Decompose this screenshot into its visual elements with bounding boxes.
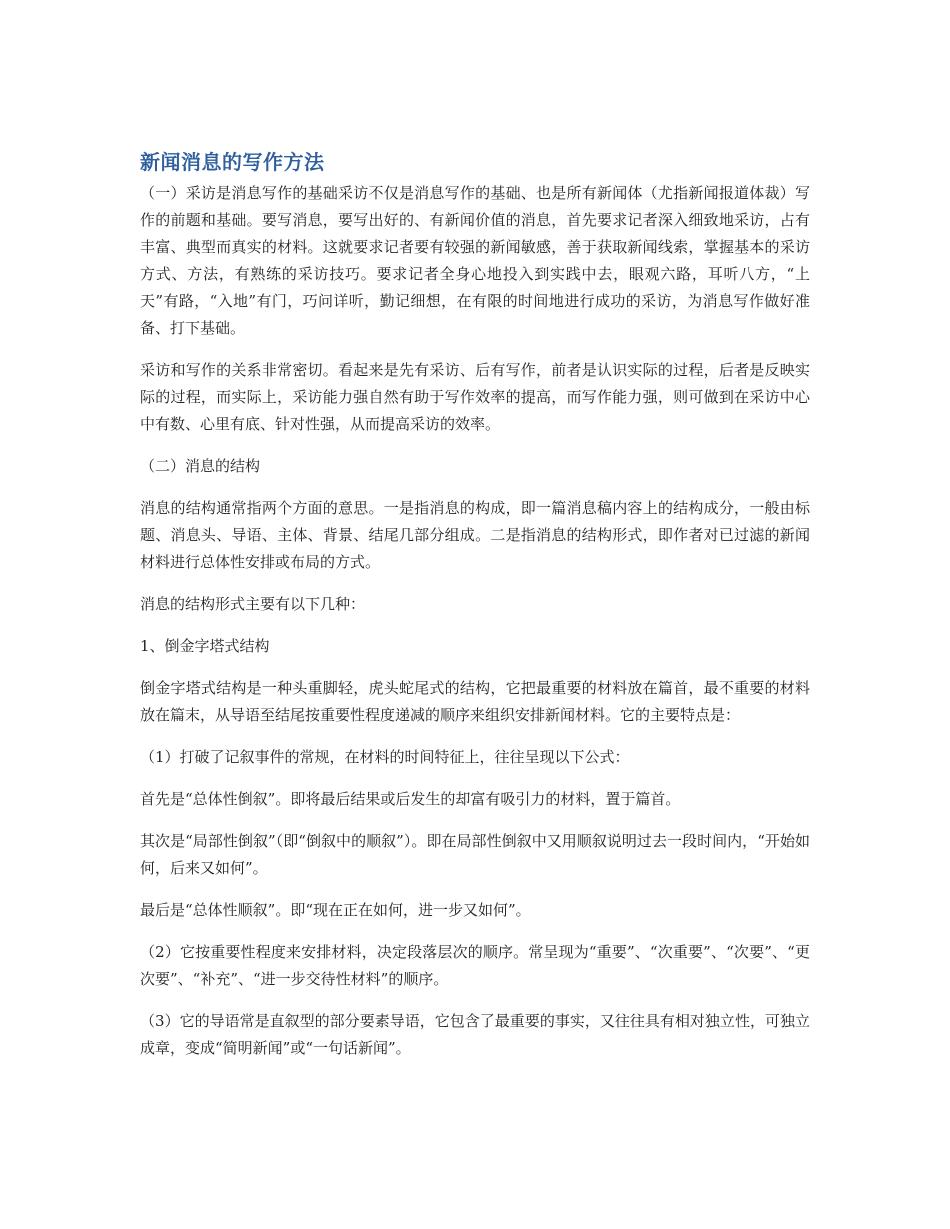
- paragraph-inverted-pyramid-desc: 倒金字塔式结构是一种头重脚轻，虎头蛇尾式的结构，它把最重要的材料放在篇首，最不重要的材料放在篇末，从导语至结尾按重要性程度递减的顺序来组织安排新闻材料。它的主要特点是：: [140, 679, 810, 724]
- paragraph-interview-writing-relation: 采访和写作的关系非常密切。看起来是先有采访、后有写作，前者是认识实际的过程，后者是反映实际的过程，而实际上，采访能力强自然有助于写作效率的提高，而写作能力强，则可做到在采访中心中有数、心里有底、针对性强，从而提高采访的效率。: [140, 361, 810, 433]
- section-heading-structure: （二）消息的结构: [140, 457, 261, 475]
- paragraph-structure-meaning: 消息的结构通常指两个方面的意思。一是指消息的构成，即一篇消息稿内容上的结构成分，一般由标题、消息头、导语、主体、背景、结尾几部分组成。二是指消息的结构形式，即作者对已过滤的新闻材料进行总体性安排或布局的方式。: [140, 499, 810, 571]
- document-title: 新闻消息的写作方法: [140, 150, 325, 174]
- document-page: [140, 148, 810, 1077]
- paragraph-interview-basis: （一）采访是消息写作的基础采访不仅是消息写作的基础、也是所有新闻体（尤指新闻报道体裁）写作的前题和基础。要写消息，要写出好的、有新闻价值的消息，首先要求记者深入细致地采访，占有丰富、典型而真实的材料。这就要求记者要有较强的新闻敏感，善于获取新闻线索，掌握基本的采访方式、方法，有熟练的采访技巧。要求记者全身心地投入到实践中去，眼观六路，耳听八方，“上天”有路，“入地”有门，巧问详听，勤记细想，在有限的时间地进行成功的采访，为消息写作做好准备、打下基础。: [140, 184, 810, 337]
- list-item-feature-1: （1）打破了记叙事件的常规，在材料的时间特征上，往往呈现以下公式：: [140, 748, 630, 766]
- list-item-feature-2: （2）它按重要性程度来安排材料，决定段落层次的顺序。常呈现为“重要”、“次重要”、“次要”、“更次要”、“补充”、“进一步交待性材料”的顺序。: [140, 943, 810, 988]
- paragraph-partial-flashback: 其次是“局部性倒叙”（即“倒叙中的顺叙”）。即在局部性倒叙中又用顺叙说明过去一段时间内，“开始如何，后来又如何”。: [140, 832, 810, 877]
- paragraph-overall-chronological: 最后是“总体性顺叙”。即“现在正在如何，进一步又如何”。: [140, 901, 531, 919]
- subheading-inverted-pyramid: 1、倒金字塔式结构: [140, 637, 270, 655]
- list-item-feature-3: （3）它的导语常是直叙型的部分要素导语，它包含了最重要的事实，又往往具有相对独立性，可独立成章，变成“简明新闻”或“一句话新闻”。: [140, 1012, 810, 1057]
- paragraph-structure-forms-intro: 消息的结构形式主要有以下几种：: [140, 595, 366, 613]
- paragraph-overall-flashback: 首先是“总体性倒叙”。即将最后结果或后发生的却富有吸引力的材料，置于篇首。: [140, 790, 681, 808]
